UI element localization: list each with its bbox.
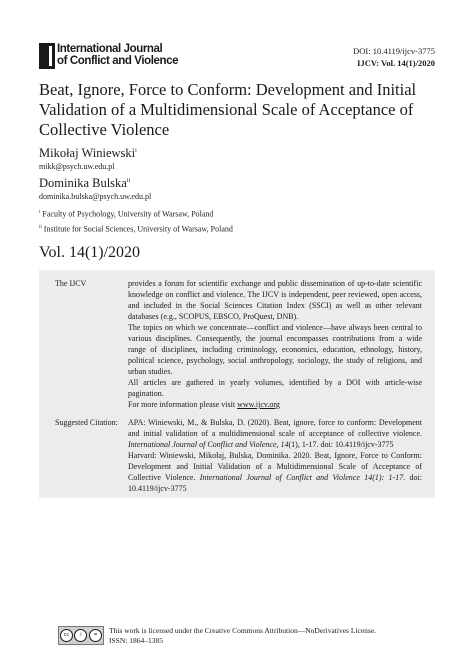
- journal-logo-icon: [39, 43, 55, 69]
- license-footer: [58, 626, 376, 646]
- issn: ISSN: 1864–1385: [109, 636, 163, 645]
- affiliation-marker: ii: [39, 224, 42, 230]
- more-info-text: For more information please visit: [128, 400, 238, 409]
- author-name: [39, 174, 151, 191]
- affiliation-marker: i: [39, 210, 41, 215]
- apa-citation-suffix: (1), 1-17. doi: 10.4119/ijcv-3775: [288, 440, 394, 449]
- author-name-text: Mikołaj Winiewski: [39, 146, 136, 161]
- article-title: Beat, Ignore, Force to Conform: Development and Initial Validation of a Multidimensional Scale of Acceptance of Collective Violence: [39, 80, 417, 139]
- cc-license-badge[interactable]: [58, 626, 104, 645]
- journal-logo: [39, 43, 178, 69]
- citation-label: Suggested Citation:: [55, 418, 118, 427]
- affiliation: [39, 206, 233, 221]
- harvard-citation-suffix: doi: 10.4119/ijcv-3775: [128, 473, 422, 493]
- doi-block: [353, 45, 435, 69]
- author-email[interactable]: mikk@psych.uw.edu.pl: [39, 162, 115, 172]
- license-statement: This work is licensed under the Creative Commons Attribution—NoDerivatives License.: [109, 626, 377, 635]
- journal-info-box: [39, 270, 435, 498]
- author-name-text: Dominika Bulska: [39, 176, 127, 191]
- affiliation-text: Institute for Social Sciences, University of Warsaw, Poland: [41, 224, 233, 234]
- author-list: [39, 144, 151, 204]
- license-text: [109, 626, 376, 646]
- harvard-journal-title: International Journal of Conflict and Violence 14(1): 1-17.: [199, 473, 406, 482]
- cc-icon: cc: [60, 629, 73, 642]
- affiliation-list: [39, 206, 233, 235]
- no-derivatives-icon: =: [89, 629, 102, 642]
- harvard-citation: [128, 450, 422, 494]
- journal-name: [57, 43, 178, 67]
- ijcv-paragraph: [128, 399, 422, 410]
- harvard-citation-text: Harvard: Winiewski, Mikołaj, Bulska, Dominika. 2020. Beat, Ignore, Force to Conform: Development and Initial Validation of a Multidimensional Scale of Acceptance of Collective Violence.: [128, 451, 422, 482]
- apa-journal-title: International Journal of Conflict and Violence, 14: [128, 440, 289, 449]
- issue-heading: Vol. 14(1)/2020: [39, 244, 141, 261]
- ijcv-info-row: [39, 270, 435, 410]
- author-affil-marker: i: [135, 148, 137, 154]
- ijcv-label: The IJCV: [55, 279, 87, 288]
- citation-row: [39, 410, 435, 494]
- author-email[interactable]: dominika.bulska@psych.uw.edu.pl: [39, 192, 152, 202]
- doi: DOI: 10.4119/ijcv-3775: [353, 46, 435, 56]
- attribution-icon: i: [74, 629, 87, 642]
- affiliation-text: Faculty of Psychology, University of Warsaw, Poland: [40, 209, 214, 219]
- author-affil-marker: ii: [126, 178, 131, 185]
- journal-name-line2: of Conflict and Violence: [57, 55, 179, 67]
- journal-name-line1: International Journal: [57, 43, 163, 55]
- citation-text: [128, 417, 422, 494]
- ijcv-paragraph: The topics on which we concentrate—conflict and violence—have always been central to various disciplines. Consequently, the journal encompasses contributions from a wide range of disciplines, including criminology, economics, education, ethnology, history, political science, psychology, social anthropology, sociology, the study of religions, and urban studies.: [128, 323, 422, 376]
- ijcv-website-link[interactable]: www.ijcv.org: [237, 400, 280, 409]
- affiliation: [39, 221, 233, 236]
- apa-citation-text: APA: Winiewski, M., & Bulska, D. (2020). Beat, ignore, force to conform: Development and initial validation of a multidimensional scale of acceptance of collective violence.: [128, 418, 422, 438]
- apa-citation: [128, 417, 422, 450]
- ijcv-description: [128, 278, 422, 410]
- ijcv-paragraph: provides a forum for scientific exchange and public dissemination of up-to-date scientific knowledge on conflict and violence. The IJCV is independent, peer reviewed, open access, and included in the Social Sciences Citation Index (SSCI) as well as other relevant databases (e.g., SCOPUS, EBSCO, ProQuest, DNB).: [128, 279, 422, 321]
- ijcv-paragraph: All articles are gathered in yearly volumes, identified by a DOI with article-wise pagination.: [128, 378, 422, 398]
- journal-volume: IJCV: Vol. 14(1)/2020: [357, 58, 435, 68]
- author-name: [39, 144, 151, 161]
